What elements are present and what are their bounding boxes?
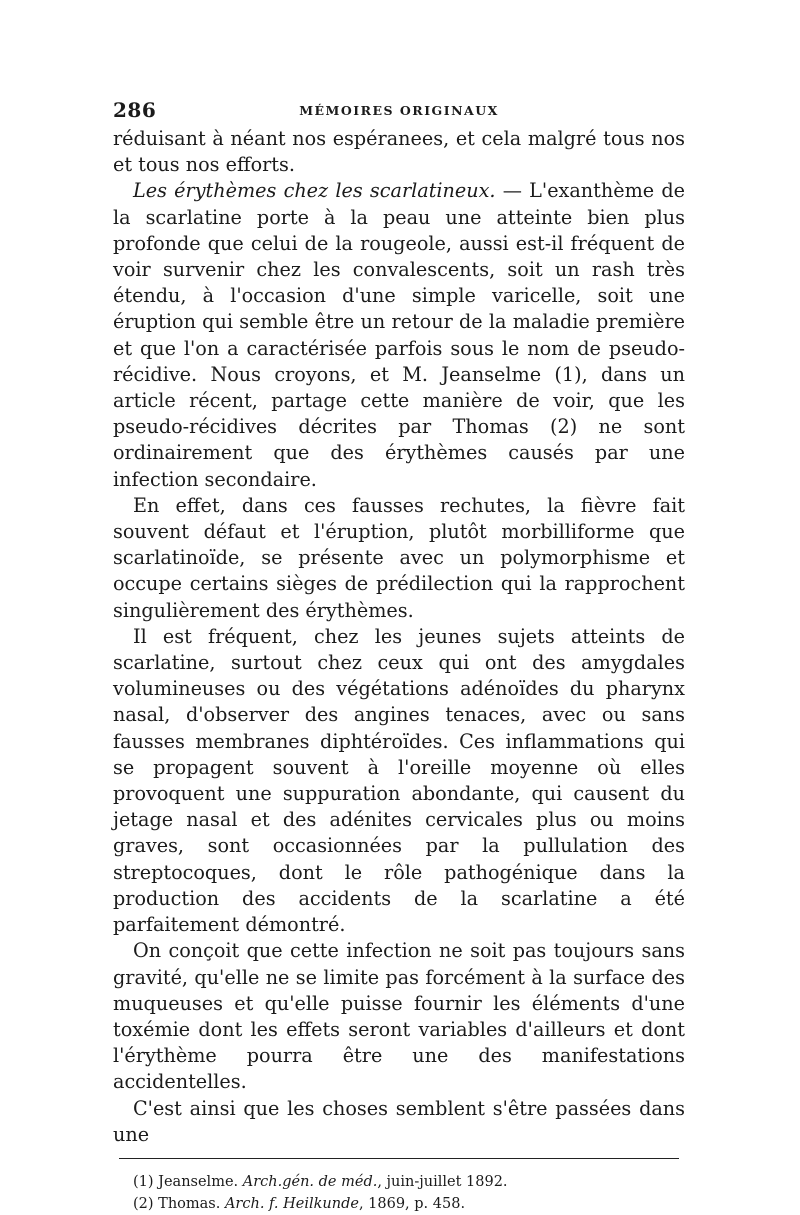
paragraph-text: — L'exanthème de la scarlatine porte à la peau une atteinte bien plus profonde que celui de la rougeole, aussi est-il fréquent de voir survenir chez les convalescents, soit un rash très étendu, à l'occasion d'une simple varicelle, soit une éruption qui semble être un retour de la maladie première et que l'on a caractérisée parfois sous le nom de pseudo-récidive. Nous croyons, et M. Jeanselme (1), dans un article récent, partage cette manière de voir, que les pseudo-récidives décrites par Thomas (2) ne sont ordinairement que des érythèmes causés par une infection secondaire. — [113, 179, 685, 491]
paragraph-text: On conçoit que cette infection ne soit pas toujours sans gravité, qu'elle ne se limite pas forcément à la surface des muqueuses et qu'elle puisse fournir les éléments d'une toxémie dont les effets seront variables d'ailleurs et dont l'érythème pourra être une des manifestations accidentelles. — [113, 939, 685, 1094]
footnote-marker: (1) — [133, 1173, 154, 1190]
footnote-journal: Arch.gén. de méd. — [242, 1173, 378, 1190]
footnote-author: Thomas. — [153, 1195, 225, 1212]
footnote-marker: (2) — [133, 1195, 154, 1212]
paragraph-closing — [113, 1096, 685, 1148]
body-text — [113, 126, 685, 1148]
running-title: MÉMOIRES ORIGINAUX — [299, 103, 499, 118]
paragraph-fausses-rechutes — [113, 493, 685, 624]
footnotes — [113, 1171, 685, 1215]
paragraph-erythemes — [113, 178, 685, 492]
paragraph-text: En effet, dans ces fausses rechutes, la fièvre fait souvent défaut et l'éruption, plutôt morbilliforme que scarlatinoïde, se présente avec un polymorphisme et occupe certains sièges de prédilection qui la rapprochent singulièrement des érythèmes. — [113, 493, 685, 622]
footnote-2 — [133, 1193, 685, 1215]
section-lead-heading: Les érythèmes chez les scarlatineux. — [133, 179, 496, 203]
page-number: 286 — [113, 98, 157, 122]
running-head — [113, 98, 685, 122]
footnote-1 — [133, 1171, 685, 1193]
paragraph-text: réduisant à néant nos espéranees, et cela malgré tous nos et tous nos efforts. — [113, 127, 685, 177]
footnote-details: , 1869, p. 458. — [358, 1195, 466, 1212]
paragraph-streptocoques — [113, 624, 685, 938]
paragraph-continuation — [113, 126, 685, 178]
footnote-rule — [119, 1158, 679, 1159]
footnote-author: Jeanselme. — [153, 1173, 243, 1190]
book-page — [113, 98, 685, 1212]
paragraph-toxemie — [113, 938, 685, 1095]
paragraph-text: Il est fréquent, chez les jeunes sujets atteints de scarlatine, surtout chez ceux qui ont des amygdales volumineuses ou des végétations adénoïdes du pharynx nasal, d'observer des angines tenaces, avec ou sans fausses membranes diphtéroïdes. Ces inflammations qui se propagent souvent à l'oreille moyenne où elles provoquent une suppuration abondante, qui causent du jetage nasal et des adénites cervicales plus ou moins graves, sont occasionnées par la pullulation des streptocoques, dont le rôle pathogénique dans la production des accidents de la scarlatine a été parfaitement démontré. — [113, 624, 685, 937]
footnote-details: , juin-juillet 1892. — [377, 1173, 508, 1190]
footnote-journal: Arch. f. Heilkunde — [224, 1195, 359, 1212]
paragraph-text: C'est ainsi que les choses semblent s'être passées dans une — [113, 1096, 685, 1146]
